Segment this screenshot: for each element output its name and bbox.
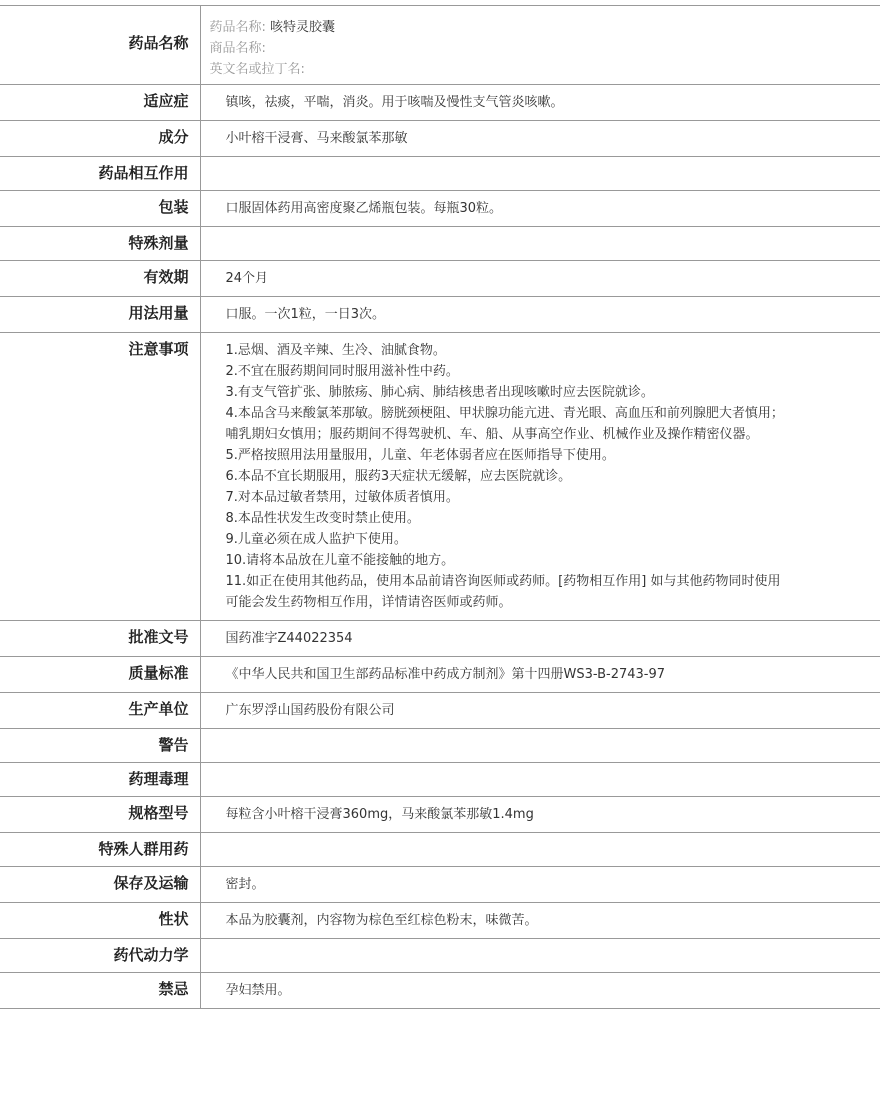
label-drug-name: 药品名称 [0, 6, 200, 85]
value-special-dose [200, 227, 880, 261]
row-standard [0, 657, 880, 693]
label-interactions: 药品相互作用 [0, 157, 200, 191]
label-ingredients: 成分 [0, 121, 200, 157]
row-contraindications [0, 973, 880, 1009]
label-contraindications: 禁忌 [0, 973, 200, 1009]
precaution-item: 6.本品不宜长期服用，服药3天症状无缓解，应去医院就诊。 [225, 469, 572, 484]
row-special-population [0, 833, 880, 867]
label-storage: 保存及运输 [0, 867, 200, 903]
row-package [0, 191, 880, 227]
label-indication: 适应症 [0, 85, 200, 121]
value-manufacturer: 广东罗浮山国药股份有限公司 [200, 693, 880, 729]
value-standard: 《中华人民共和国卫生部药品标准中药成方制剂》第十四册WS3-B-2743-97 [200, 657, 880, 693]
english-name-line [201, 59, 880, 80]
label-shelf-life: 有效期 [0, 261, 200, 297]
row-pharmacology [0, 763, 880, 797]
row-appearance [0, 903, 880, 939]
trade-name-key: 商品名称: [209, 41, 266, 56]
value-interactions [200, 157, 880, 191]
precaution-item: 2.不宜在服药期间同时服用滋补性中药。 [225, 364, 459, 379]
row-special-dose [0, 227, 880, 261]
label-standard: 质量标准 [0, 657, 200, 693]
row-specification [0, 797, 880, 833]
label-dosage: 用法用量 [0, 297, 200, 333]
label-precautions: 注意事项 [0, 333, 200, 621]
generic-name-value: 咳特灵胶囊 [270, 20, 336, 35]
value-dosage: 口服。一次1粒，一日3次。 [200, 297, 880, 333]
label-special-population: 特殊人群用药 [0, 833, 200, 867]
value-ingredients: 小叶榕干浸膏、马来酸氯苯那敏 [200, 121, 880, 157]
label-manufacturer: 生产单位 [0, 693, 200, 729]
label-appearance: 性状 [0, 903, 200, 939]
precaution-item: 5.严格按照用法用量服用，儿童、年老体弱者应在医师指导下使用。 [225, 448, 615, 463]
label-specification: 规格型号 [0, 797, 200, 833]
value-precautions [200, 333, 880, 621]
value-special-population [200, 833, 880, 867]
label-warning: 警告 [0, 729, 200, 763]
precaution-item: 4.本品含马来酸氯苯那敏。膀胱颈梗阻、甲状腺功能亢进、青光眼、高血压和前列腺肥大者慎用；哺乳期妇女慎用；服药期间不得驾驶机、车、船、从事高空作业、机械作业及操作精密仪器。 [225, 406, 784, 442]
value-shelf-life: 24个月 [200, 261, 880, 297]
precaution-item: 10.请将本品放在儿童不能接触的地方。 [225, 553, 455, 568]
precaution-item: 3.有支气管扩张、肺脓疡、肺心病、肺结核患者出现咳嗽时应去医院就诊。 [225, 385, 654, 400]
label-approval: 批准文号 [0, 621, 200, 657]
row-dosage [0, 297, 880, 333]
value-warning [200, 729, 880, 763]
row-shelf-life [0, 261, 880, 297]
value-appearance: 本品为胶囊剂，内容物为棕色至红棕色粉末，味微苦。 [200, 903, 880, 939]
value-contraindications: 孕妇禁用。 [200, 973, 880, 1009]
row-warning [0, 729, 880, 763]
precaution-item: 11.如正在使用其他药品，使用本品前请咨询医师或药师。[药物相互作用] 如与其他药物同时使用可能会发生药物相互作用，详情请咨医师或药师。 [225, 574, 781, 610]
value-indication: 镇咳，祛痰，平喘，消炎。用于咳喘及慢性支气管炎咳嗽。 [200, 85, 880, 121]
row-storage [0, 867, 880, 903]
trade-name-line [201, 38, 880, 59]
label-package: 包装 [0, 191, 200, 227]
generic-name-line [201, 17, 880, 38]
row-ingredients [0, 121, 880, 157]
row-indication [0, 85, 880, 121]
row-drug-name [0, 6, 880, 85]
row-pharmacokinetics [0, 939, 880, 973]
precaution-item: 9.儿童必须在成人监护下使用。 [225, 532, 407, 547]
precaution-item: 7.对本品过敏者禁用，过敏体质者慎用。 [225, 490, 459, 505]
label-pharmacokinetics: 药代动力学 [0, 939, 200, 973]
row-approval [0, 621, 880, 657]
value-pharmacokinetics [200, 939, 880, 973]
row-manufacturer [0, 693, 880, 729]
precaution-item: 1.忌烟、酒及辛辣、生冷、油腻食物。 [225, 343, 446, 358]
row-interactions [0, 157, 880, 191]
value-storage: 密封。 [200, 867, 880, 903]
precaution-item: 8.本品性状发生改变时禁止使用。 [225, 511, 420, 526]
value-package: 口服固体药用高密度聚乙烯瓶包装。每瓶30粒。 [200, 191, 880, 227]
value-specification: 每粒含小叶榕干浸膏360mg，马来酸氯苯那敏1.4mg [200, 797, 880, 833]
row-precautions [0, 333, 880, 621]
generic-name-key: 药品名称: [209, 20, 266, 35]
english-name-key: 英文名或拉丁名: [209, 62, 305, 77]
value-approval: 国药准字Z44022354 [200, 621, 880, 657]
value-pharmacology [200, 763, 880, 797]
label-special-dose: 特殊剂量 [0, 227, 200, 261]
drug-spec-table [0, 5, 880, 1009]
label-pharmacology: 药理毒理 [0, 763, 200, 797]
drug-name-cell [200, 6, 880, 85]
